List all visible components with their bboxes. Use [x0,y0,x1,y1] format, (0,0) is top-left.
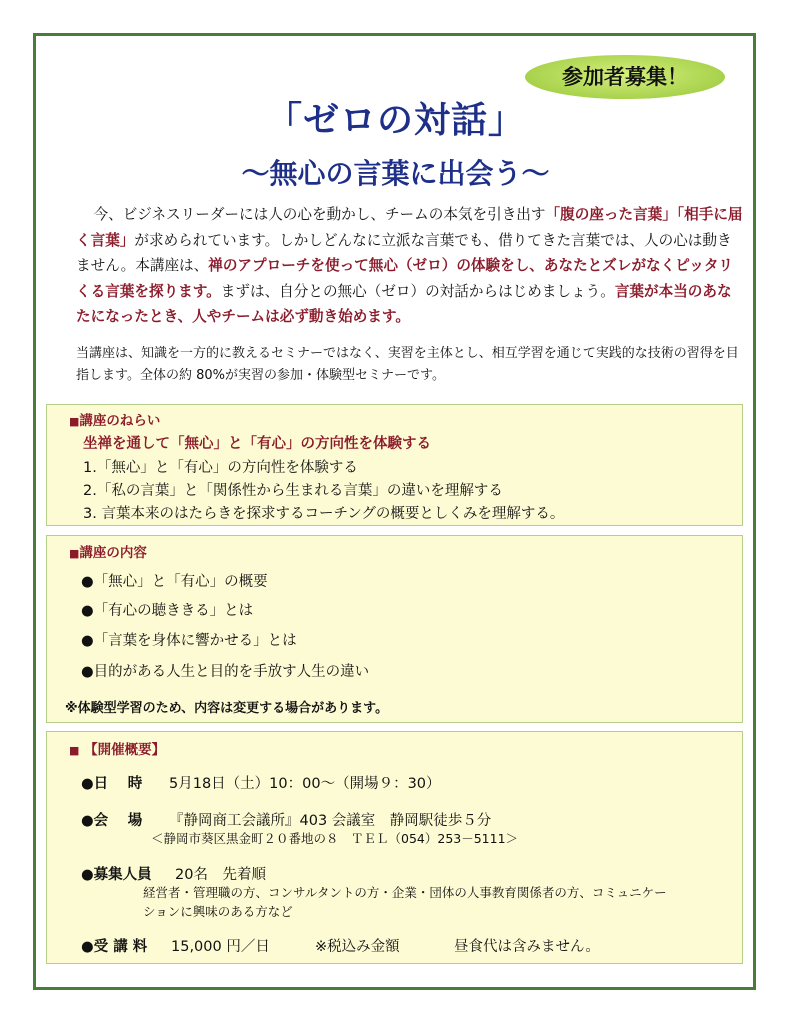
intro-segment: まずは、自分との無心（ゼロ）の対話からはじめましょう。 [220,282,615,300]
outline-box [46,731,743,964]
intro-highlight: 禅のアプローチを使って無心（ゼロ）の体験をし、あなたとズレがなくピッタリくる言葉を探ります。 [76,257,734,300]
contents-box [46,535,743,723]
page-subtitle: ～無心の言葉に出会う～ [241,157,550,190]
aims-lead: 坐禅を通して「無心」と「有心」の方向性を体験する [83,436,431,452]
intro-paragraph [76,202,746,330]
venue-address: ＜静岡市葵区黒金町２０番地の８ ＴＥＬ（054）253－5111＞ [151,831,519,846]
fee-lunch-note: 昼食代は含みません。 [454,939,600,955]
target-audience-line: ションに興味のある方など [143,904,293,919]
recruiting-badge: 参加者募集！ [525,55,725,99]
outline-heading [69,738,165,758]
target-audience-line: 経営者・管理職の方、コンサルタントの方・企業・団体の人事教育関係者の方、コミュニケー [143,885,667,900]
aims-heading [69,409,160,429]
venue-label: ●会 場 [81,813,143,829]
fee-value: 15,000 円／日 [171,939,270,955]
contents-item: ●「無心」と「有心」の概要 [81,574,268,590]
course-note: 当講座は、知識を一方的に教えるセミナーではなく、実習を主体とし、相互学習を通じて実践的な技術の習得を目指します。全体の約 80%が実習の参加・体験型セミナーです。 [76,346,739,383]
contents-item: ●目的がある人生と目的を手放す人生の違い [81,664,370,680]
square-bullet-icon: ■ [69,547,80,560]
contents-footnote: ※体験型学習のため、内容は変更する場合があります。 [65,701,389,716]
aims-item: 3. 言葉本来のはたらきを探求するコーチングの概要としくみを理解する。 [83,506,565,522]
outline-heading-text: 【開催概要】 [84,742,166,758]
square-bullet-icon: ■ [69,415,80,428]
venue-value: 『静岡商工会議所』403 会議室 静岡駅徒歩５分 [169,813,492,829]
aims-box [46,404,743,526]
intro-highlight: 「腹の座った言葉」「相手に届く言葉」 [76,206,743,249]
contents-item: ●「言葉を身体に響かせる」とは [81,633,297,649]
square-bullet-icon: ■ [69,744,80,757]
fee-label: ●受 講 料 [81,939,148,955]
intro-highlight: 言葉が本当のあなたになったとき、人やチームは必ず動き始めます。 [76,282,732,325]
fee-tax-note: ※税込み金額 [315,939,400,955]
intro-segment: が求められています。しかしどんなに立派な言葉でも、借りてきた言葉では、人の心は動きません。本講座は、 [76,231,732,274]
contents-heading-text: 講座の内容 [79,545,147,561]
capacity-value: 20名 先着順 [175,867,266,883]
aims-heading-text: 講座のねらい [79,413,161,429]
intro-segment: 今、ビジネスリーダーには人の心を動かし、チームの本気を引き出す [93,206,546,223]
date-label: ●日 時 [81,776,143,792]
date-value: 5月18日（土）10：00～（開場９：30） [169,776,441,792]
aims-item: 1.「無心」と「有心」の方向性を体験する [83,460,358,476]
capacity-label: ●募集人員 [81,867,152,883]
contents-heading [69,541,147,561]
aims-item: 2.「私の言葉」と「関係性から生まれる言葉」の違いを理解する [83,483,503,499]
contents-item: ●「有心の聴ききる」とは [81,603,254,619]
page-title: 「ゼロの対話」 [265,100,525,141]
